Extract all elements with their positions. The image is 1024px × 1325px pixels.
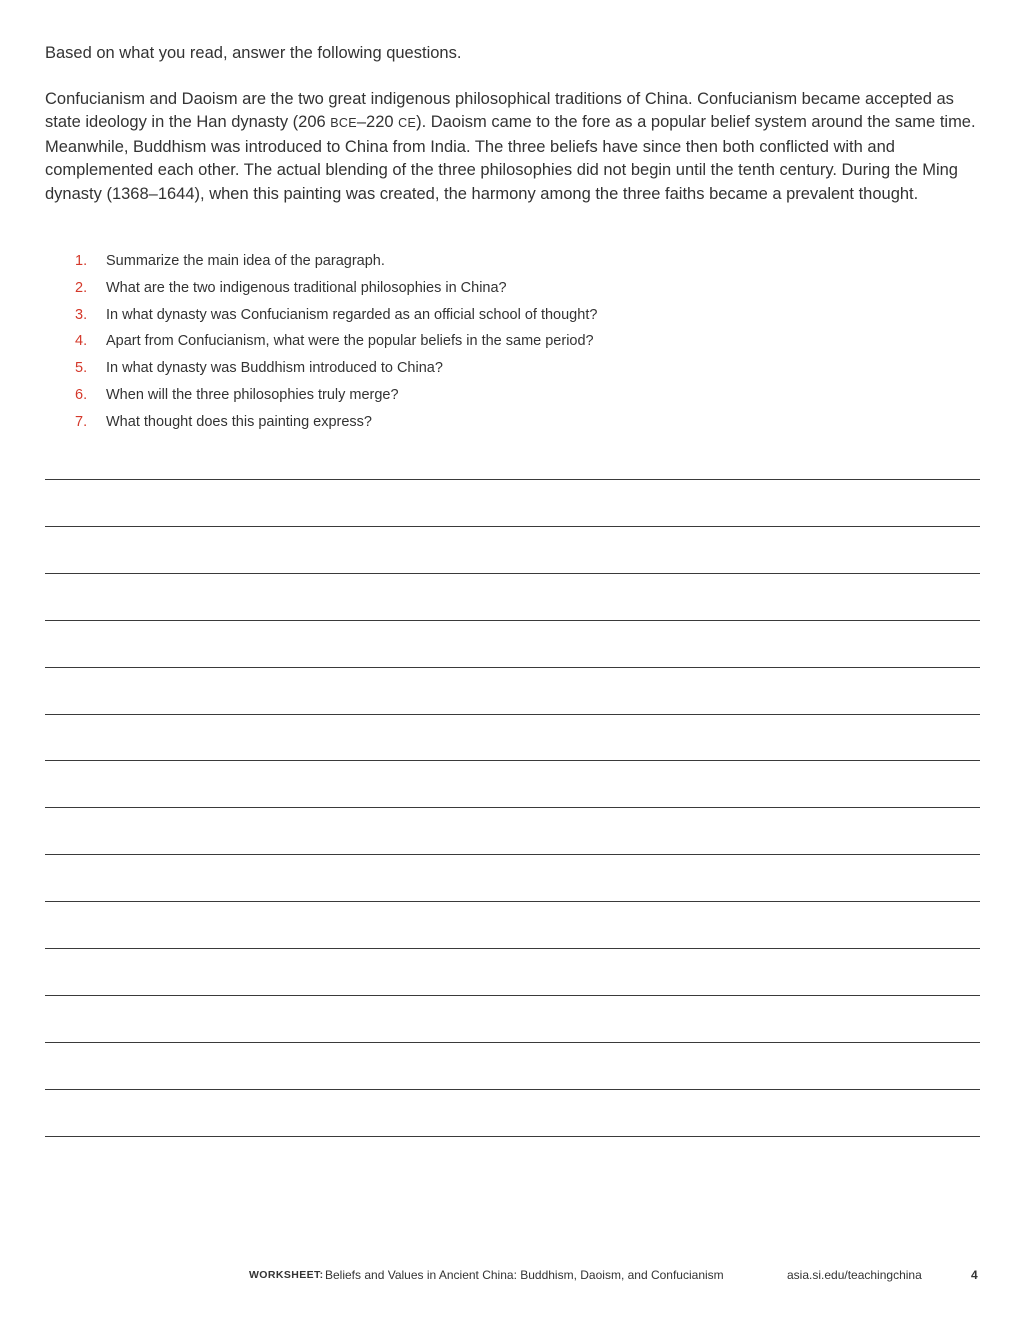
answer-line: [45, 854, 980, 855]
question-text: What are the two indigenous traditional philosophies in China?: [106, 279, 507, 296]
answer-line: [45, 714, 980, 715]
answer-line: [45, 479, 980, 480]
answer-lines: [45, 0, 980, 1325]
question-text: Summarize the main idea of the paragraph.: [106, 253, 385, 269]
answer-line: [45, 526, 980, 527]
paragraph-text: ). Daoism came to the fore as a popular belief system around the same time. Meanwhile, Buddhism was introduced to China from India. The three beliefs have since then both conflicted with and complemented each other. The actual blending of the three philosophies did not begin until the tenth century. During the Ming dynasty (1368–1644), when this painting was created, the harmony among the three faiths became a prevalent thought.: [45, 113, 976, 203]
answer-line: [45, 1136, 980, 1137]
question-text: In what dynasty was Confucianism regarded as an official school of thought?: [106, 306, 598, 323]
question-number: 5.: [75, 360, 88, 377]
answer-line: [45, 807, 980, 808]
answer-line: [45, 1089, 980, 1090]
footer-url: asia.si.edu/teachingchina: [787, 1268, 922, 1282]
paragraph-text: Confucianism and Daoism are the two great indigenous philosophical traditions of China. Confucianism became accepted as state ideology in the Han dynasty (206: [45, 90, 954, 132]
page-number: 4: [971, 1268, 978, 1282]
question-number: 4.: [75, 333, 88, 350]
question-number: 2.: [75, 279, 88, 296]
question-number: 6.: [75, 386, 88, 403]
answer-line: [45, 1042, 980, 1043]
answer-line: [45, 901, 980, 902]
answer-line: [45, 760, 980, 761]
era-bce: BCE: [330, 116, 357, 131]
answer-line: [45, 667, 980, 668]
footer: [0, 1267, 1024, 1287]
answer-line: [45, 573, 980, 574]
question-text: Apart from Confucianism, what were the popular beliefs in the same period?: [106, 333, 594, 350]
question-number: 3.: [75, 306, 88, 323]
paragraph-text: –220: [356, 113, 399, 132]
footer-label: WORKSHEET:: [249, 1269, 324, 1281]
instructions: Based on what you read, answer the following questions.: [45, 44, 462, 62]
answer-line: [45, 620, 980, 621]
era-ce: CE: [398, 116, 417, 131]
question-number: 7.: [75, 413, 88, 430]
answer-line: [45, 948, 980, 949]
question-number: 1.: [75, 253, 88, 269]
question-text: When will the three philosophies truly merge?: [106, 386, 399, 403]
answer-line: [45, 995, 980, 996]
footer-title: Beliefs and Values in Ancient China: Buddhism, Daoism, and Confucianism: [325, 1268, 724, 1282]
question-text: In what dynasty was Buddhism introduced to China?: [106, 360, 443, 377]
question-text: What thought does this painting express?: [106, 413, 372, 430]
